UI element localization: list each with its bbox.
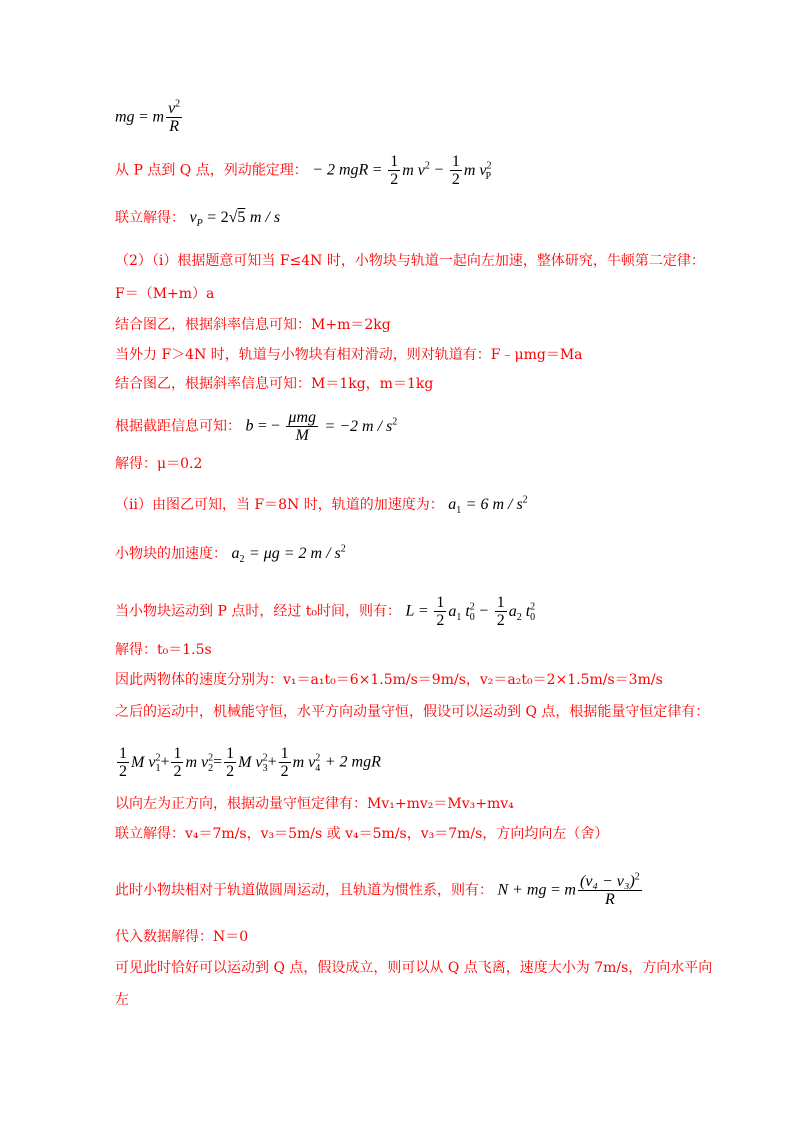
frac-den: M: [295, 427, 309, 444]
eq-sign: =: [213, 753, 223, 771]
eq-term: m $v^2$: [402, 160, 430, 179]
eq-sign: =: [550, 881, 560, 899]
eq-term: m $v^2_4$: [292, 752, 321, 774]
text-line: 以向左为正方向，根据动量守恒定律有：Mv₁+mv₂＝Mv₃+mv₄: [115, 796, 514, 812]
fraction: [388, 153, 400, 188]
fraction: $\frac{1}{2}$: [226, 745, 235, 780]
sqrt-radicand: 5: [237, 209, 246, 226]
eq-lhs: N + mg: [497, 881, 547, 899]
eq-term: m $v^2_2$: [185, 752, 214, 774]
text-line: 结合图乙，根据斜率信息可知：M+m＝2kg: [115, 317, 391, 333]
frac-den: R: [169, 118, 179, 135]
track-acceleration-line: [115, 495, 528, 515]
text-line: 因此两物体的速度分别为：v₁＝a₁t₀＝6×1.5m/s＝9m/s，v₂＝a₂t₀＝2×1.5m/s＝3m/s: [115, 672, 663, 688]
frac-exp: 2: [175, 98, 181, 110]
eq-term: $a_1$: [448, 496, 462, 517]
eq-term: $v_P$: [189, 209, 203, 230]
eq-lhs: L: [405, 602, 415, 620]
text-line: 代入数据解得：N＝0: [115, 929, 249, 945]
text-line: 解得：μ＝0.2: [115, 456, 203, 472]
eq-sign: =: [372, 161, 382, 179]
equation-centripetal: [115, 100, 184, 135]
eq-sign: =: [418, 602, 428, 620]
eq-sign: = −: [257, 417, 280, 435]
frac-num: 1: [451, 153, 460, 170]
text-line: 可见此时恰好可以运动到 Q 点，假设成立，则可以从 Q 点飞离，速度大小为 7m/s，方向水平向: [115, 960, 713, 976]
line-text: 从 P 点到 Q 点，列动能定理：: [115, 162, 308, 179]
text-line: 结合图乙，根据斜率信息可知：M＝1kg，m＝1kg: [115, 376, 434, 392]
eq-term: + 2 mgR: [324, 753, 381, 771]
energy-conservation-equation: [115, 745, 381, 780]
frac-den: 2: [390, 171, 399, 188]
eq-sign: +: [160, 753, 170, 771]
line-text: 根据截距信息可知：: [115, 418, 241, 435]
line-text: 联立解得：: [115, 210, 185, 226]
eq-term: M $v^2_1$: [131, 752, 161, 774]
fraction: $\frac{1}{2}$: [173, 745, 182, 780]
text-line: （2）（ⅰ）根据题意可知当 F≤4N 时，小物块与轨道一起向左加速，整体研究，牛顿第二定律：: [115, 253, 705, 269]
fraction: [434, 594, 446, 629]
frac-den: 2: [451, 171, 460, 188]
eq-sign: =: [139, 108, 149, 126]
frac-num: 1: [496, 594, 505, 611]
solution-vp-line: [115, 208, 280, 228]
fraction: $\frac{1}{2}$: [119, 745, 127, 780]
fraction: [450, 153, 462, 188]
eq-mass: m: [564, 881, 576, 899]
eq-coef: 2: [220, 209, 229, 226]
text-line: 之后的运动中，机械能守恒，水平方向动量守恒，假设可以运动到 Q 点，根据能量守恒定律有：: [115, 704, 710, 720]
frac-num: (v₄ − v₃): [579, 873, 635, 890]
eq-mass: m: [152, 108, 165, 126]
text-line: F＝（M+m）a: [115, 286, 215, 302]
eq-lhs: mg: [115, 108, 135, 126]
eq-term: $a_2$: [231, 545, 245, 566]
fraction: $\frac{(v_4 - v_3)^2}{R}$: [579, 871, 640, 908]
line-text: 小物块的加速度：: [115, 546, 227, 562]
eq-sign: +: [267, 753, 277, 771]
text-line: 联立解得：v₄＝7m/s，v₃＝5m/s 或 v₄＝5m/s，v₃＝7m/s，方向均向左（舍）: [115, 826, 609, 842]
eq-sign: −: [434, 161, 444, 179]
kinematics-line: [115, 594, 535, 629]
circular-motion-line: [115, 873, 644, 908]
eq-lhs: b: [245, 417, 254, 435]
eq-rhs: = 6 m / $s^2$: [465, 494, 528, 513]
text-line: 解得：t₀＝1.5s: [115, 642, 212, 658]
eq-term: m $v^2_P$: [463, 160, 492, 182]
eq-lhs: − 2 mgR: [312, 161, 369, 179]
fraction: [495, 594, 507, 629]
eq-sign: =: [207, 209, 217, 226]
fraction: [166, 100, 182, 135]
text-line: 左: [115, 992, 129, 1008]
line-text: （ⅱ）由图乙可知，当 F＝8N 时，轨道的加速度为：: [115, 497, 444, 513]
frac-den: R: [604, 891, 615, 908]
line-text: 此时小物块相对于轨道做圆周运动，且轨道为惯性系，则有：: [115, 882, 493, 899]
eq-term: M $v^2_3$: [238, 752, 268, 774]
eq-sign: −: [479, 602, 489, 620]
intercept-line: [115, 409, 397, 444]
frac-num: μmg: [288, 409, 316, 426]
eq-term: $a_2$ $t^2_0$: [508, 601, 536, 623]
frac-num: v: [168, 100, 176, 117]
energy-theorem-line: [115, 153, 491, 188]
frac-den: 2: [436, 612, 445, 629]
frac-num: 1: [390, 153, 399, 170]
frac-den: 2: [496, 612, 505, 629]
fraction: [286, 409, 318, 444]
frac-num: 1: [436, 594, 445, 611]
eq-term: $a_1$ $t^2_0$: [448, 601, 475, 623]
line-text: 当小物块运动到 P 点时，经过 t₀时间，则有：: [115, 603, 402, 620]
sqrt-symbol: √: [228, 209, 238, 226]
fraction: $\frac{1}{2}$: [280, 745, 289, 780]
text-line: 当外力 F＞4N 时，轨道与小物块有相对滑动，则对轨道有：F﹣μmg＝Ma: [115, 347, 583, 363]
block-acceleration-line: [115, 544, 346, 564]
eq-unit: m / s: [249, 209, 281, 226]
eq-rhs: = −2 m / $s^2$: [324, 416, 398, 435]
eq-rhs: = μg = 2 m / $s^2$: [248, 543, 346, 562]
